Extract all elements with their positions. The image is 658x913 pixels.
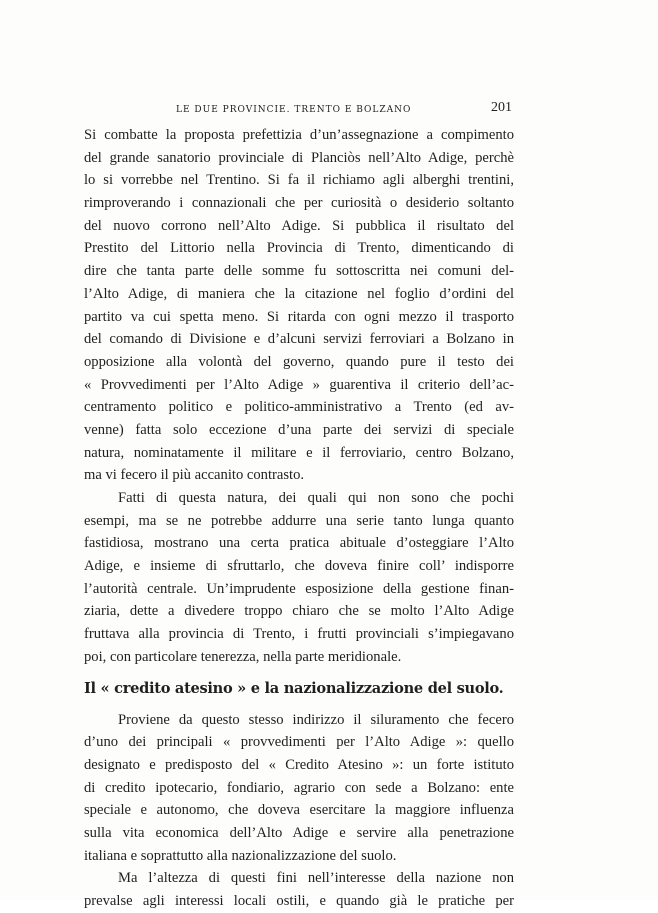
text-line: « Provvedimenti per l’Alto Adige » guarentiva il criterio dell’ac-	[84, 376, 514, 393]
text-line: centramento politico e politico-amministrativo a Trento (ed av-	[84, 399, 514, 416]
paragraph-1	[84, 124, 514, 487]
paragraph-3	[84, 709, 514, 868]
text-line: Prestito del Littorio nella Provincia di Trento, dimenticando di	[84, 240, 514, 257]
body-text	[84, 124, 514, 913]
paragraph-4	[84, 867, 514, 912]
text-line: venne) fatta solo eccezione d’una parte dei servizi di speciale	[84, 421, 514, 438]
text-line: Fatti di questa natura, dei quali qui non sono che pochi	[118, 490, 514, 506]
text-line: ma vi fecero il più accanito contrasto.	[84, 467, 305, 484]
text-line: partito va cui spetta meno. Si ritarda con ogni mezzo il trasporto	[84, 308, 514, 325]
text-line: poi, con particolare tenerezza, nella parte meridionale.	[84, 648, 402, 665]
text-line: fruttava alla provincia di Trento, i frutti provinciali s’impiegavano	[84, 626, 514, 643]
text-line: del nuovo corrono nell’Alto Adige. Si pubblica il risultato del	[84, 217, 514, 234]
text-line: del grande sanatorio provinciale di Planciòs nell’Alto Adige, perchè	[84, 149, 514, 166]
text-line: l’autorità centrale. Un’imprudente esposizione della gestione finan-	[84, 580, 514, 597]
text-line: lo si vorrebbe nel Trentino. Si fa il richiamo agli alberghi trentini,	[84, 172, 514, 189]
text-line: italiana e soprattutto alla nazionalizzazione del suolo.	[84, 847, 397, 864]
text-line: Ma l’altezza di questi fini nell’interesse della nazione non	[118, 870, 514, 887]
text-line: Si combatte la proposta prefettizia d’un’assegnazione a compimento	[84, 127, 514, 143]
text-line: designato e predisposto del « Credito Atesino »: un forte istituto	[84, 756, 514, 773]
text-line: sulla vita economica dell’Alto Adige e servire alla penetrazione	[84, 824, 514, 841]
text-line: Proviene da questo stesso indirizzo il siluramento che fecero	[118, 711, 514, 728]
section-heading: Il « credito atesino » e la nazionalizzazione del suolo.	[84, 679, 504, 697]
text-line: rimproverando i connazionali che per curiosità o desiderio soltanto	[84, 195, 514, 212]
text-line: del comando di Divisione e d’alcuni servizi ferroviari a Bolzano in	[84, 331, 514, 348]
text-line: dire che tanta parte delle somme fu sottoscritta nei comuni del-	[84, 263, 514, 280]
paragraph-2	[84, 487, 514, 669]
text-line: Adige, e insieme di sfruttarlo, che doveva finire coll’ indisporre	[84, 558, 514, 575]
text-line: prevalse agli interessi locali ostili, e quando già le pratiche per	[84, 893, 514, 909]
text-line: fastidiosa, mostrano una certa pratica abituale d’osteggiare l’Alto	[84, 535, 514, 552]
text-line: opposizione alla volontà del governo, quando pure il testo dei	[84, 353, 514, 370]
running-title: LE DUE PROVINCIE. TRENTO E BOLZANO	[176, 105, 412, 115]
text-line: di credito ipotecario, fondiario, agrario con sede a Bolzano: ente	[84, 779, 514, 796]
text-line: esempi, ma se ne potrebbe addurre una serie tanto lunga quanto	[84, 512, 514, 529]
running-head	[84, 100, 514, 122]
text-line: l’Alto Adige, di maniera che la citazione nel foglio d’ordini del	[84, 285, 514, 302]
text-line: d’uno dei principali « provvedimenti per l’Alto Adige »: quello	[84, 734, 514, 751]
text-line: natura, nominatamente il militare e il ferroviario, centro Bolzano,	[84, 444, 514, 461]
text-line: speciale e autonomo, che doveva esercitare la maggiore influenza	[84, 802, 514, 819]
page-number: 201	[491, 100, 512, 115]
text-line: ziaria, dette a divedere troppo chiaro che se molto l’Alto Adige	[84, 603, 514, 620]
